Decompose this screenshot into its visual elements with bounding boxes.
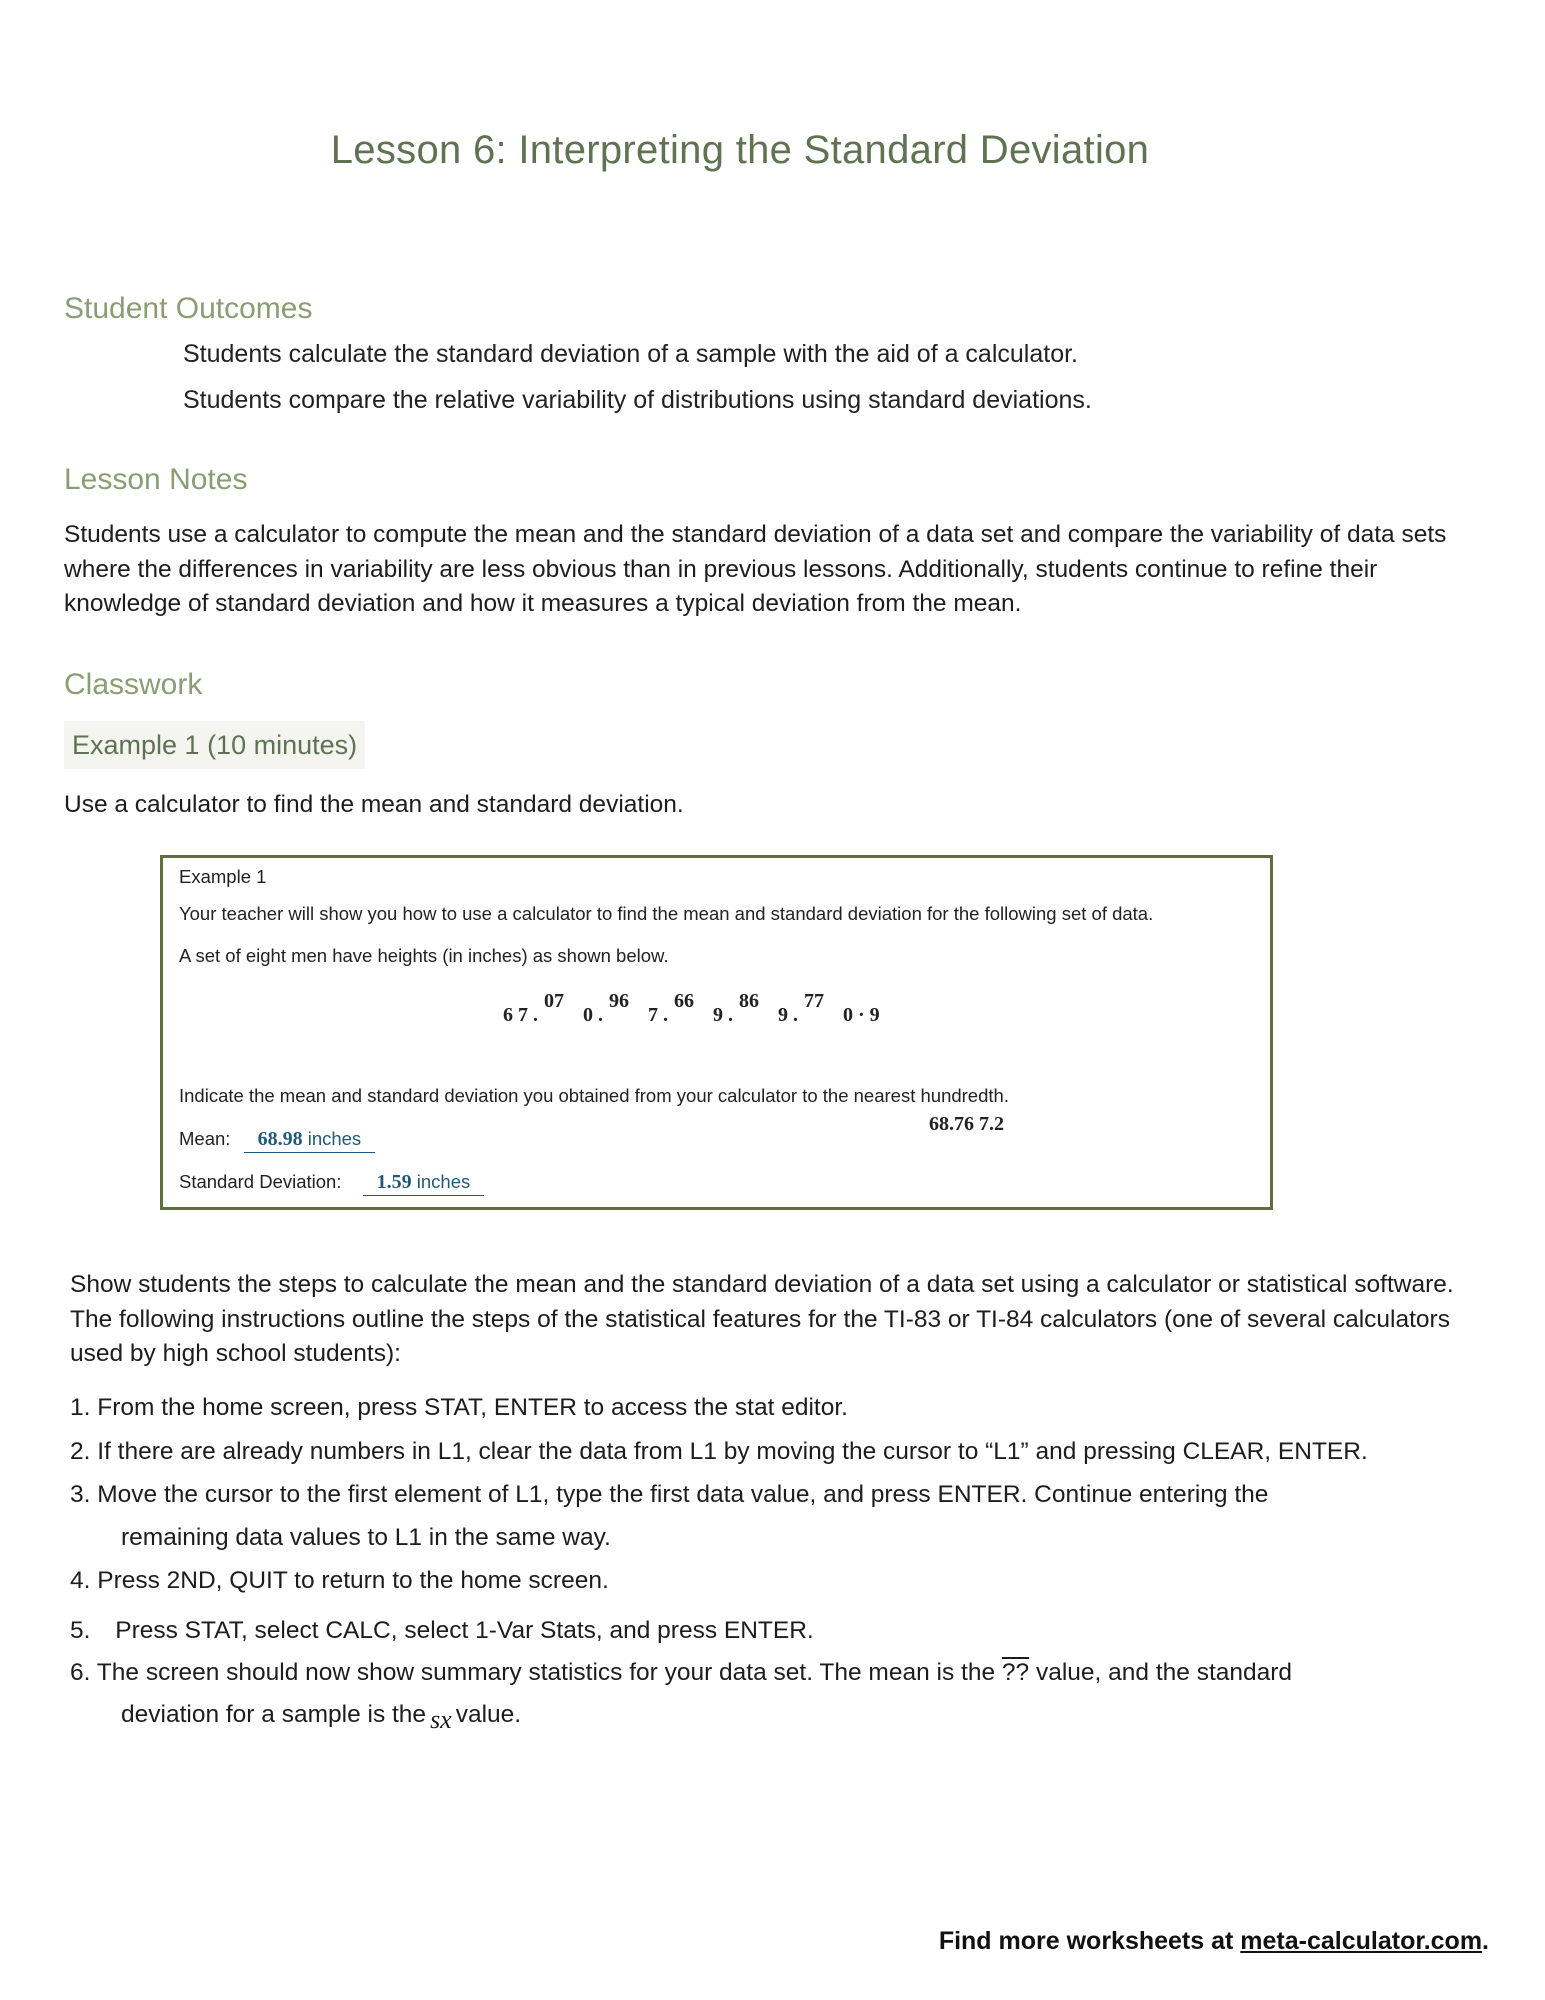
step-text: 6. The screen should now show summary statistics for your data set. The mean is the (70, 1659, 1002, 1686)
step-item-continuation: remaining data values to L1 in the same way. (121, 1524, 611, 1551)
example-box-label: Example 1 (179, 866, 267, 887)
step-text: value. (455, 1701, 522, 1728)
step-item (70, 1659, 1292, 1687)
mean-value: 68.98 (257, 1128, 303, 1150)
sd-value: 1.59 (376, 1171, 412, 1193)
data-value-part: 7 . (648, 1004, 668, 1026)
example-box-description: A set of eight men have heights (in inches) as shown below. (179, 945, 669, 966)
step-item: 4. Press 2ND, QUIT to return to the home screen. (70, 1567, 609, 1594)
indicate-instruction: Indicate the mean and standard deviation you obtained from your calculator to the nearest hundredth. (179, 1085, 1009, 1106)
footer-suffix: . (1482, 1927, 1489, 1955)
use-calculator-instruction: Use a calculator to find the mean and standard deviation. (64, 791, 684, 818)
data-value-part: 77 (804, 990, 824, 1012)
mean-label: Mean: (179, 1128, 231, 1149)
footer-promo (939, 1927, 1489, 1956)
mean-answer (244, 1128, 376, 1153)
data-value-part: 0 . (583, 1004, 603, 1026)
page-title: Lesson 6: Interpreting the Standard Deviation (330, 128, 1150, 172)
footer-prefix: Find more worksheets at (938, 1927, 1241, 1955)
lesson-notes-text: Students use a calculator to compute the mean and the standard deviation of a data set and compare the variability of data sets where the differences in variability are less obvious than in previous lessons. Additionally, students continue to refine their knowledge of standard deviation and how it measures a typical deviation from the mean. (64, 521, 1447, 617)
standard-deviation-row (179, 1171, 484, 1196)
step-item: 2. If there are already numbers in L1, clear the data from L1 by moving the cursor to “L1” and pressing CLEAR, ENTER. (70, 1438, 1368, 1465)
outcome-item: Students calculate the standard deviation of a sample with the aid of a calculator. (183, 340, 1078, 368)
data-value-part: 9 . (778, 1004, 798, 1026)
sample-sd-symbol: sx (430, 1705, 452, 1734)
student-outcomes-heading: Student Outcomes (64, 292, 313, 325)
data-value-part: 6 7 . (503, 1004, 538, 1026)
data-value-part: 0 · 9 (843, 1004, 880, 1026)
step-item: 3. Move the cursor to the first element of L1, type the first data value, and press ENTER. Continue entering the (70, 1481, 1269, 1508)
step-item (70, 1617, 814, 1645)
sd-label: Standard Deviation: (179, 1171, 342, 1192)
sd-unit: inches (411, 1171, 471, 1192)
height-data-values (503, 990, 886, 1026)
example-box-instruction: Your teacher will show you how to use a calculator to find the mean and standard deviation for the following set of data. (179, 903, 1154, 924)
data-value-part: 9 . (713, 1004, 733, 1026)
mean-row (179, 1128, 375, 1153)
step-number: 5. (70, 1617, 91, 1644)
mean-unit: inches (302, 1128, 362, 1149)
data-value-part: 96 (609, 990, 629, 1012)
data-value-part: 66 (674, 990, 694, 1012)
data-value-part: 07 (544, 990, 564, 1012)
step-item: 1. From the home screen, press STAT, ENTER to access the stat editor. (70, 1394, 848, 1421)
example-1-tag: Example 1 (10 minutes) (64, 721, 365, 769)
step-text: Press STAT, select CALC, select 1-Var Stats, and press ENTER. (115, 1617, 814, 1644)
show-students-text: Show students the steps to calculate the mean and the standard deviation of a data set using a calculator or statistical software. The following instructions outline the steps of the statistical features for the TI-83 or TI-84 calculators (one of several calculators used by high school students): (70, 1271, 1454, 1367)
step-text: value, and the standard (1029, 1659, 1293, 1686)
stray-values-text: 68.76 7.2 (929, 1113, 1004, 1135)
footer-link[interactable]: meta-calculator.com (1240, 1927, 1483, 1955)
outcome-item: Students compare the relative variability of distributions using standard deviations. (183, 386, 1092, 414)
lesson-notes-heading: Lesson Notes (64, 463, 248, 496)
mean-symbol: ?? (1001, 1659, 1030, 1686)
step-item-continuation (121, 1699, 522, 1734)
data-value-part: 86 (739, 990, 759, 1012)
step-text: deviation for a sample is the (121, 1701, 427, 1728)
sd-answer (363, 1171, 485, 1196)
classwork-heading: Classwork (64, 668, 203, 701)
